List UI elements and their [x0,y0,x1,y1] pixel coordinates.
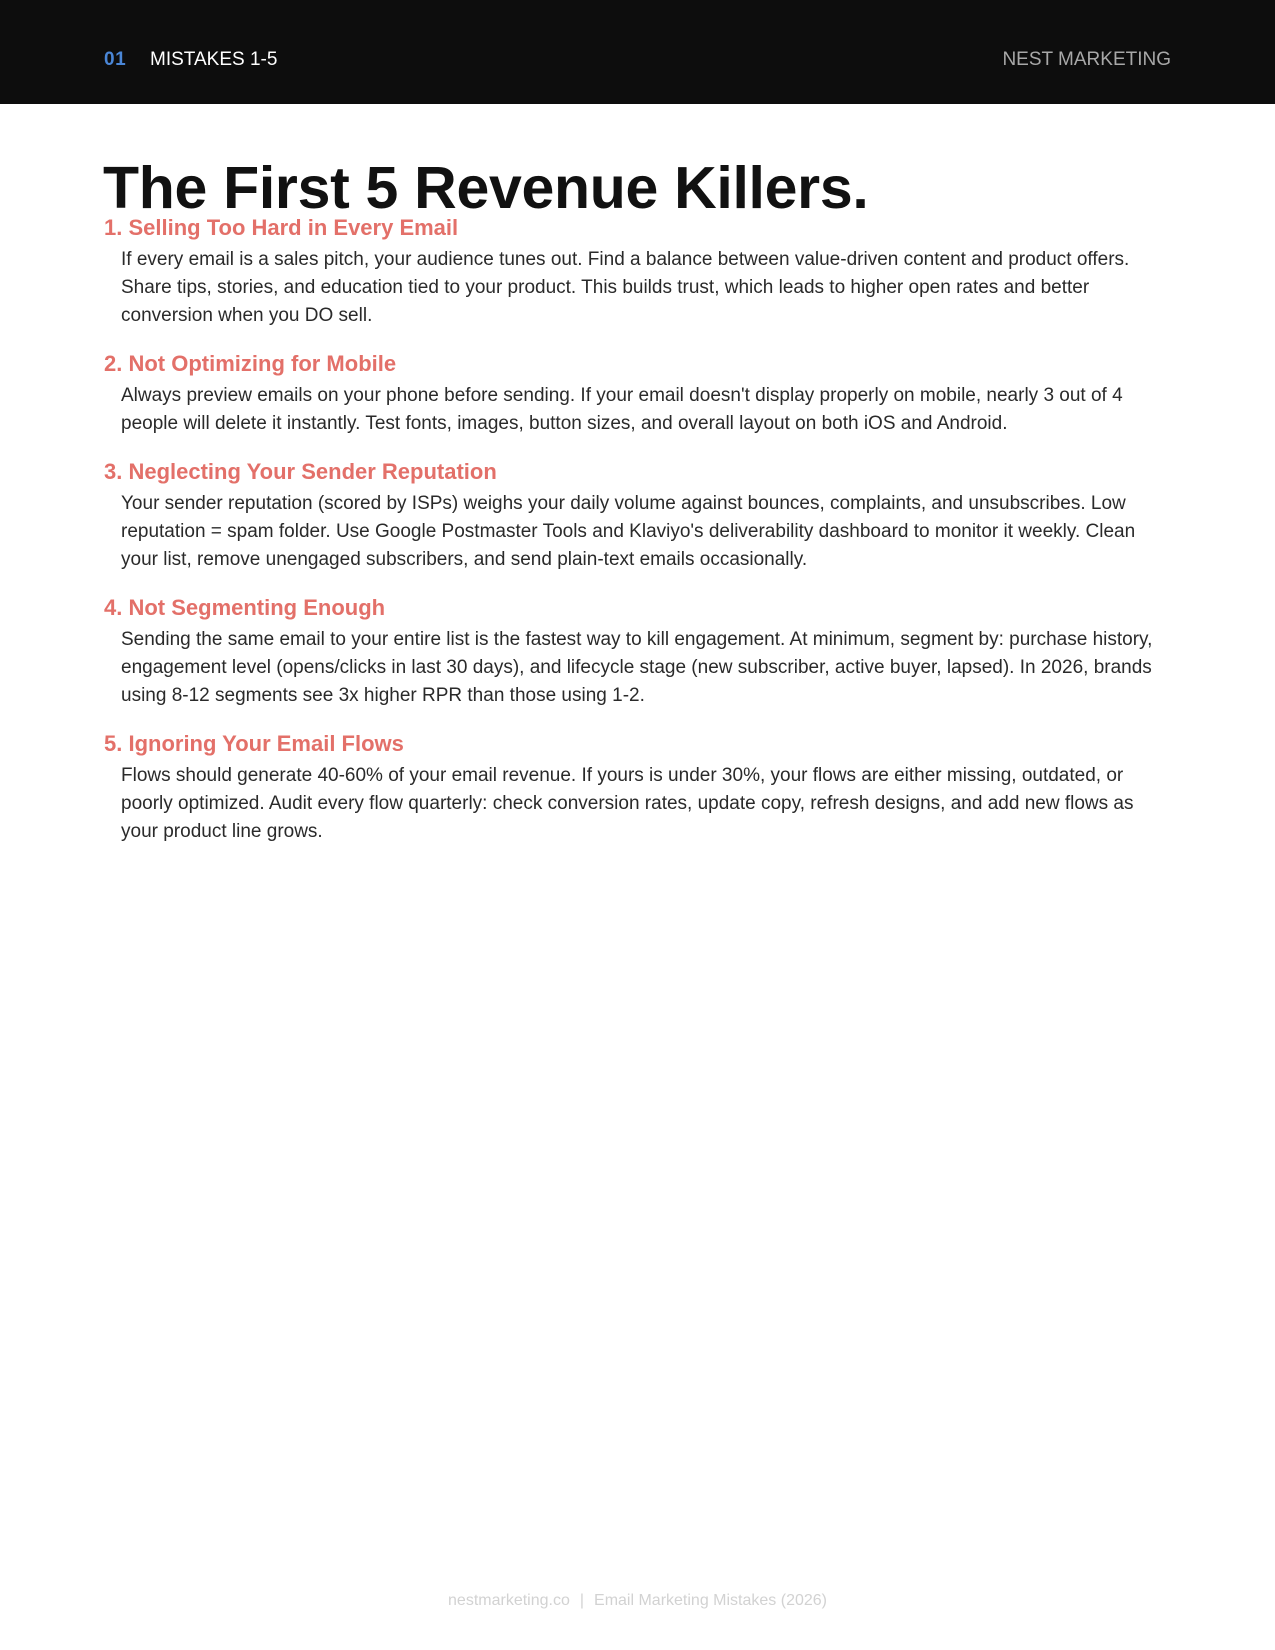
footer-doc-title: Email Marketing Mistakes (2026) [594,1592,827,1609]
mistake-title: 2. Not Optimizing for Mobile [104,351,397,376]
footer-site-link[interactable]: nestmarketing.co [448,1592,570,1609]
mistake-body: If every email is a sales pitch, your audience tunes out. Find a balance between value-driven content and product offers. Share tips, stories, and education tied to your product. This builds trust, which leads to higher open rates and better conversion when you DO sell. [121,249,1130,326]
mistake-body: Always preview emails on your phone before sending. If your email doesn't display properly on mobile, nearly 3 out of 4 people will delete it instantly. Test fonts, images, button sizes, and overall layout on both iOS and Android. [121,385,1123,434]
mistake-title: 5. Ignoring Your Email Flows [104,731,404,756]
brand-name: NEST MARKETING [1002,49,1171,70]
mistake-title: 3. Neglecting Your Sender Reputation [104,459,497,484]
mistake-item [104,593,1174,710]
mistake-body: Your sender reputation (scored by ISPs) weighs your daily volume against bounces, complaints, and unsubscribes. Low reputation = spam folder. Use Google Postmaster Tools and Klaviyo's deliverability dashboard to monitor it weekly. Clean your list, remove unengaged subscribers, and send plain-text emails occasionally. [121,493,1136,570]
mistake-body: Sending the same email to your entire list is the fastest way to kill engagement. At minimum, segment by: purchase history, engagement level (opens/clicks in last 30 days), and lifecycle stage (new subscriber, active buyer, lapsed). In 2026, brands using 8-12 segments see 3x higher RPR than those using 1-2. [121,629,1153,706]
mistake-item [104,729,1174,846]
page-footer [0,1592,1275,1610]
mistake-item [104,349,1174,438]
page-title: The First 5 Revenue Killers. [103,155,869,221]
section-label: MISTAKES 1-5 [150,49,278,70]
section-number: 01 [104,49,127,70]
header-bar [0,0,1275,104]
footer-separator: | [579,1592,585,1609]
mistake-item [104,213,1174,330]
mistake-title: 4. Not Segmenting Enough [104,595,386,620]
mistake-item [104,457,1174,574]
mistakes-list [104,213,1174,865]
mistake-title: 1. Selling Too Hard in Every Email [104,215,459,240]
mistake-body: Flows should generate 40-60% of your email revenue. If yours is under 30%, your flows are either missing, outdated, or poorly optimized. Audit every flow quarterly: check conversion rates, update copy, refresh designs, and add new flows as your product line grows. [121,765,1134,842]
